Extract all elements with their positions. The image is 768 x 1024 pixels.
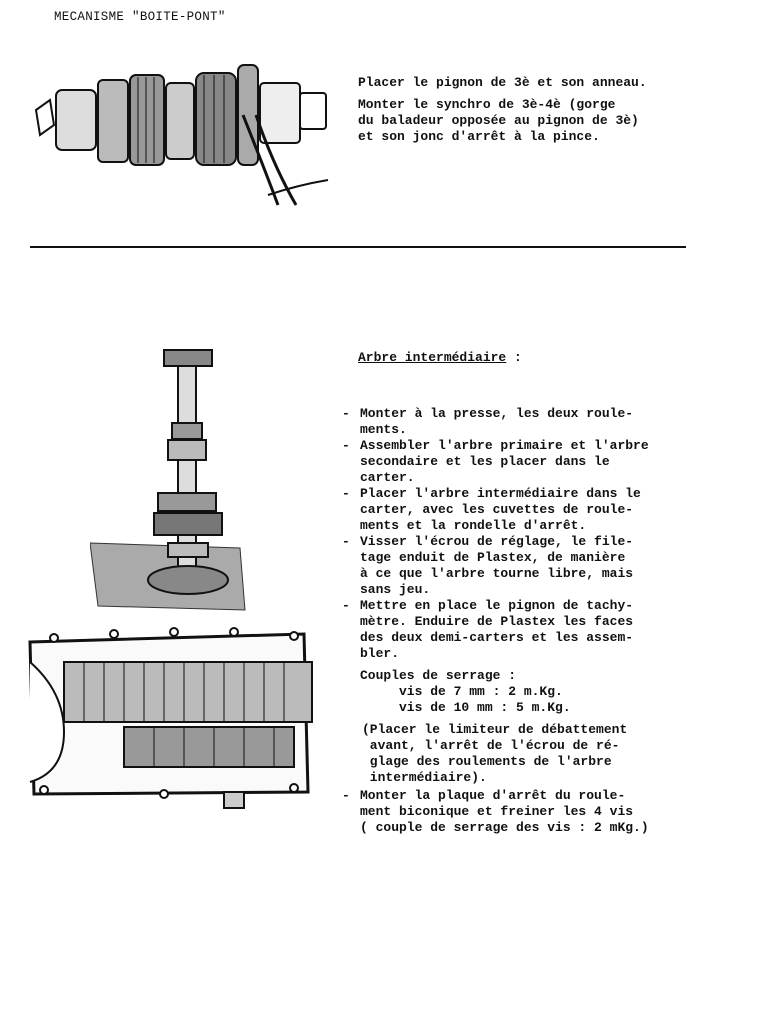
gear-shaft-illustration	[28, 55, 338, 215]
torque-values: Couples de serrage : vis de 7 mm : 2 m.Kg. vis de 10 mm : 5 m.Kg.	[360, 668, 571, 715]
list-item-text: Monter la plaque d'arrêt du roule- ment biconique et freiner les 4 vis ( couple de serrage des vis : 2 mKg.)	[360, 788, 649, 835]
list-item: - Monter à la presse, les deux roule- ments.	[342, 406, 742, 438]
section-title-suffix: :	[506, 350, 522, 365]
list-item: - Visser l'écrou de réglage, le file- tage enduit de Plastex, de manière à ce que l'arbre tourne libre, mais sans jeu.	[342, 534, 742, 598]
list-item: - Placer l'arbre intermédiaire dans le carter, avec les cuvettes de roule- ments et la rondelle d'arrêt.	[342, 486, 742, 534]
list-item: - Monter la plaque d'arrêt du roule- ment biconique et freiner les 4 vis ( couple de serrage des vis : 2 mKg.)	[342, 788, 742, 836]
section-divider	[30, 246, 686, 248]
instruction-text-1: Placer le pignon de 3è et son anneau.	[358, 75, 647, 90]
list-item-text: Mettre en place le pignon de tachy- mètre. Enduire de Plastex les faces des deux demi-carters et les assem- bler.	[360, 598, 634, 661]
list-item-text: Monter à la presse, les deux roule- ments.	[360, 406, 634, 437]
list-item-text: Assembler l'arbre primaire et l'arbre secondaire et les placer dans le carter.	[360, 438, 649, 485]
list-item-text: Placer l'arbre intermédiaire dans le carter, avec les cuvettes de roule- ments et la rondelle d'arrêt.	[360, 486, 641, 533]
gearbox-casing-illustration	[24, 622, 316, 810]
section-title-text: Arbre intermédiaire	[358, 350, 507, 365]
instruction-text-2: Monter le synchro de 3è-4è (gorge du baladeur opposée au pignon de 3è) et son jonc d'arrêt à la pince.	[358, 97, 639, 144]
instruction-list	[342, 406, 742, 836]
list-item-text: Visser l'écrou de réglage, le file- tage enduit de Plastex, de manière à ce que l'arbre tourne libre, mais sans jeu.	[360, 534, 634, 597]
section-title	[358, 350, 522, 365]
note-text: (Placer le limiteur de débattement avant, l'arrêt de l'écrou de ré- glage des roulements de l'arbre intermédiaire).	[362, 722, 628, 785]
press-shaft-illustration	[90, 348, 250, 613]
page-header: MECANISME "BOITE-PONT"	[54, 10, 226, 24]
list-item: - Mettre en place le pignon de tachy- mètre. Enduire de Plastex les faces des deux demi-carters et les assem- bler.	[342, 598, 742, 662]
list-item: - Assembler l'arbre primaire et l'arbre secondaire et les placer dans le carter.	[342, 438, 742, 486]
